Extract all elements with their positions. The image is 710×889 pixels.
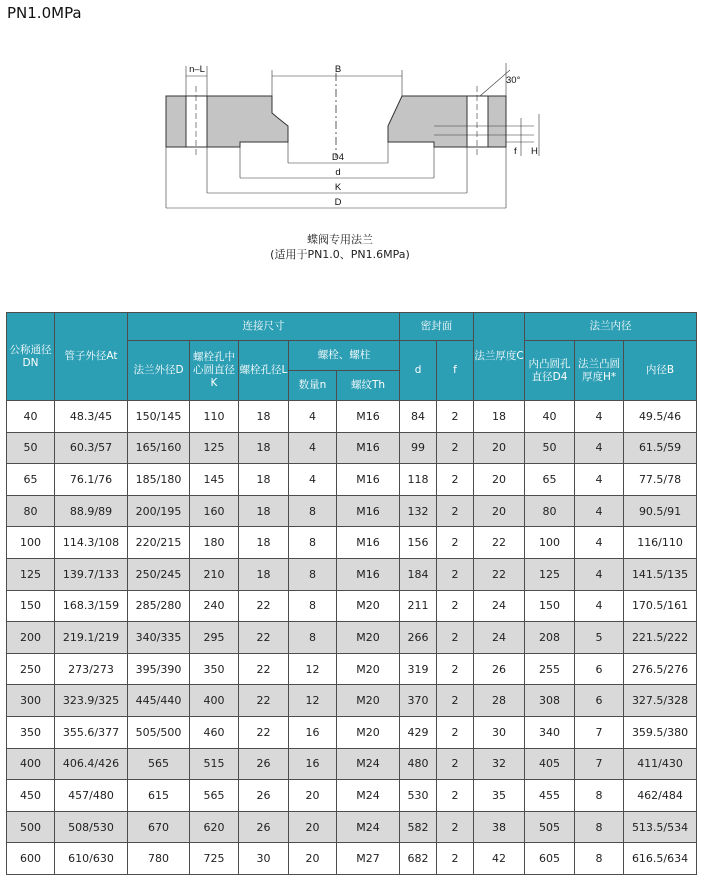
angle-label: 30° <box>506 75 521 86</box>
table-cell: 50 <box>525 432 575 464</box>
table-cell: 610/630 <box>55 843 128 875</box>
table-cell: 76.1/76 <box>55 464 128 496</box>
table-cell: 125 <box>525 558 575 590</box>
table-cell: 219.1/219 <box>55 622 128 654</box>
table-cell: 165/160 <box>128 432 190 464</box>
table-cell: 370 <box>400 685 437 717</box>
table-cell: 145 <box>190 464 239 496</box>
table-cell: 200/195 <box>128 495 190 527</box>
table-cell: 141.5/135 <box>624 558 697 590</box>
table-cell: 20 <box>474 495 525 527</box>
table-cell: 116/110 <box>624 527 697 559</box>
table-cell: 266 <box>400 622 437 654</box>
k-label: K <box>334 182 342 193</box>
table-cell: 4 <box>575 495 624 527</box>
table-cell: 7 <box>575 716 624 748</box>
f-label: f <box>514 146 517 157</box>
table-cell: 355.6/377 <box>55 716 128 748</box>
table-cell: 20 <box>474 432 525 464</box>
header-boss-height: 法兰凸圆厚度H* <box>575 341 624 401</box>
table-cell: 168.3/159 <box>55 590 128 622</box>
table-cell: 565 <box>190 780 239 812</box>
table-cell: 276.5/276 <box>624 653 697 685</box>
header-connection: 连接尺寸 <box>128 313 400 341</box>
table-row <box>7 495 697 527</box>
table-cell: 22 <box>239 685 289 717</box>
table-cell: 208 <box>525 622 575 654</box>
table-cell: 139.7/133 <box>55 558 128 590</box>
table-cell: 22 <box>239 590 289 622</box>
table-cell: 180 <box>190 527 239 559</box>
header-qty: 数量n <box>289 371 337 401</box>
table-cell: 18 <box>239 401 289 433</box>
table-cell: 80 <box>7 495 55 527</box>
table-row <box>7 527 697 559</box>
header-thread: 螺纹Th <box>337 371 400 401</box>
table-cell: M16 <box>337 495 400 527</box>
table-cell: 185/180 <box>128 464 190 496</box>
table-cell: 319 <box>400 653 437 685</box>
table-cell: 405 <box>525 748 575 780</box>
table-cell: 2 <box>437 495 474 527</box>
table-cell: 250 <box>7 653 55 685</box>
table-cell: 20 <box>289 780 337 812</box>
table-cell: 4 <box>575 558 624 590</box>
table-cell: 255 <box>525 653 575 685</box>
table-cell: 508/530 <box>55 811 128 843</box>
table-cell: 40 <box>7 401 55 433</box>
table-cell: M16 <box>337 401 400 433</box>
table-cell: 285/280 <box>128 590 190 622</box>
table-cell: 22 <box>239 622 289 654</box>
table-cell: 429 <box>400 716 437 748</box>
table-cell: 2 <box>437 780 474 812</box>
table-cell: 150/145 <box>128 401 190 433</box>
table-cell: 26 <box>474 653 525 685</box>
table-cell: 780 <box>128 843 190 875</box>
table-cell: 4 <box>575 401 624 433</box>
table-cell: 682 <box>400 843 437 875</box>
table-cell: 22 <box>239 653 289 685</box>
table-cell: M16 <box>337 432 400 464</box>
table-cell: 323.9/325 <box>55 685 128 717</box>
table-cell: 340/335 <box>128 622 190 654</box>
table-cell: 22 <box>474 527 525 559</box>
table-cell: 16 <box>289 748 337 780</box>
table-cell: 4 <box>575 590 624 622</box>
table-cell: M27 <box>337 843 400 875</box>
header-bolts: 螺栓、螺柱 <box>289 341 400 371</box>
table-cell: 582 <box>400 811 437 843</box>
table-cell: 18 <box>239 527 289 559</box>
table-cell: 100 <box>7 527 55 559</box>
table-cell: 300 <box>7 685 55 717</box>
header-boss-dia: 内凸圆孔直径D4 <box>525 341 575 401</box>
header-thickness: 法兰厚度C <box>474 313 525 401</box>
table-cell: 170.5/161 <box>624 590 697 622</box>
table-cell: 88.9/89 <box>55 495 128 527</box>
table-cell: 18 <box>474 401 525 433</box>
table-cell: 295 <box>190 622 239 654</box>
table-cell: 40 <box>525 401 575 433</box>
h-label: H <box>531 146 538 157</box>
table-cell: 61.5/59 <box>624 432 697 464</box>
table-cell: 4 <box>289 401 337 433</box>
table-row <box>7 653 697 685</box>
header-dn: 公称通径DN <box>7 313 55 401</box>
table-cell: M20 <box>337 716 400 748</box>
table-cell: 8 <box>289 558 337 590</box>
table-cell: 7 <box>575 748 624 780</box>
table-cell: 22 <box>474 558 525 590</box>
table-row <box>7 748 697 780</box>
table-cell: 6 <box>575 653 624 685</box>
table-cell: 118 <box>400 464 437 496</box>
table-cell: 65 <box>525 464 575 496</box>
table-cell: 455 <box>525 780 575 812</box>
table-cell: 99 <box>400 432 437 464</box>
table-cell: 84 <box>400 401 437 433</box>
header-d: d <box>400 341 437 401</box>
table-cell: 411/430 <box>624 748 697 780</box>
table-cell: 26 <box>239 811 289 843</box>
table-row <box>7 464 697 496</box>
table-row <box>7 811 697 843</box>
table-cell: 28 <box>474 685 525 717</box>
table-cell: 445/440 <box>128 685 190 717</box>
table-cell: 395/390 <box>128 653 190 685</box>
table-cell: 4 <box>575 432 624 464</box>
table-cell: 600 <box>7 843 55 875</box>
table-cell: 125 <box>190 432 239 464</box>
table-row <box>7 685 697 717</box>
table-cell: 160 <box>190 495 239 527</box>
table-row <box>7 780 697 812</box>
table-cell: 8 <box>289 590 337 622</box>
table-cell: 4 <box>289 432 337 464</box>
caption-title: 蝶阀专用法兰 <box>307 233 373 246</box>
table-cell: 65 <box>7 464 55 496</box>
table-cell: 2 <box>437 590 474 622</box>
table-cell: 150 <box>7 590 55 622</box>
table-cell: 4 <box>575 527 624 559</box>
header-inner-dia: 内径B <box>624 341 697 401</box>
table-cell: 2 <box>437 401 474 433</box>
flange-spec-table <box>6 312 697 875</box>
table-cell: 2 <box>437 558 474 590</box>
table-cell: 42 <box>474 843 525 875</box>
table-cell: 90.5/91 <box>624 495 697 527</box>
table-cell: 350 <box>7 716 55 748</box>
table-cell: 20 <box>474 464 525 496</box>
table-cell: M16 <box>337 558 400 590</box>
table-cell: 6 <box>575 685 624 717</box>
table-row <box>7 622 697 654</box>
table-cell: 8 <box>289 622 337 654</box>
table-cell: 18 <box>239 432 289 464</box>
table-cell: 24 <box>474 622 525 654</box>
page-title: PN1.0MPa <box>7 4 82 22</box>
table-cell: 250/245 <box>128 558 190 590</box>
table-cell: 2 <box>437 811 474 843</box>
table-cell: 505/500 <box>128 716 190 748</box>
table-cell: 48.3/45 <box>55 401 128 433</box>
table-row <box>7 401 697 433</box>
table-cell: 460 <box>190 716 239 748</box>
header-bolt-circle: 螺栓孔中心圆直径K <box>190 341 239 401</box>
table-cell: 513.5/534 <box>624 811 697 843</box>
table-cell: 32 <box>474 748 525 780</box>
table-cell: 457/480 <box>55 780 128 812</box>
table-row <box>7 558 697 590</box>
table-cell: 150 <box>525 590 575 622</box>
dd-label: D <box>334 197 342 208</box>
table-row <box>7 716 697 748</box>
table-cell: M16 <box>337 464 400 496</box>
table-cell: 60.3/57 <box>55 432 128 464</box>
table-cell: 500 <box>7 811 55 843</box>
d-label: d <box>335 167 341 178</box>
table-cell: 8 <box>575 780 624 812</box>
table-cell: 725 <box>190 843 239 875</box>
table-cell: 616.5/634 <box>624 843 697 875</box>
table-cell: 8 <box>575 843 624 875</box>
d4-label: D4 <box>331 152 345 163</box>
table-row <box>7 843 697 875</box>
table-cell: M24 <box>337 780 400 812</box>
table-cell: 2 <box>437 432 474 464</box>
table-cell: 50 <box>7 432 55 464</box>
table-cell: 4 <box>289 464 337 496</box>
table-cell: 221.5/222 <box>624 622 697 654</box>
table-cell: 220/215 <box>128 527 190 559</box>
table-cell: 211 <box>400 590 437 622</box>
flange-drawing <box>150 58 550 223</box>
table-cell: 273/273 <box>55 653 128 685</box>
table-cell: 18 <box>239 464 289 496</box>
table-cell: 406.4/426 <box>55 748 128 780</box>
table-cell: 2 <box>437 748 474 780</box>
table-cell: 24 <box>474 590 525 622</box>
table-cell: 505 <box>525 811 575 843</box>
table-cell: 340 <box>525 716 575 748</box>
table-cell: 22 <box>239 716 289 748</box>
table-cell: 114.3/108 <box>55 527 128 559</box>
table-cell: 308 <box>525 685 575 717</box>
table-cell: 156 <box>400 527 437 559</box>
table-cell: 2 <box>437 464 474 496</box>
table-cell: 16 <box>289 716 337 748</box>
table-cell: 100 <box>525 527 575 559</box>
table-cell: M20 <box>337 590 400 622</box>
caption-subtitle: (适用于PN1.0、PN1.6MPa) <box>270 248 410 261</box>
table-cell: 605 <box>525 843 575 875</box>
table-cell: 125 <box>7 558 55 590</box>
table-cell: 2 <box>437 843 474 875</box>
table-cell: 110 <box>190 401 239 433</box>
table-cell: 620 <box>190 811 239 843</box>
table-cell: 615 <box>128 780 190 812</box>
table-cell: 480 <box>400 748 437 780</box>
b-label: B <box>334 64 342 75</box>
table-cell: 400 <box>190 685 239 717</box>
table-cell: 8 <box>289 495 337 527</box>
table-cell: M20 <box>337 622 400 654</box>
table-cell: M20 <box>337 685 400 717</box>
table-cell: 2 <box>437 527 474 559</box>
table-cell: 200 <box>7 622 55 654</box>
table-cell: 12 <box>289 685 337 717</box>
header-bolt-hole: 螺栓孔径L <box>239 341 289 401</box>
table-cell: 2 <box>437 685 474 717</box>
table-cell: 184 <box>400 558 437 590</box>
table-cell: 4 <box>575 464 624 496</box>
table-cell: 210 <box>190 558 239 590</box>
table-cell: 359.5/380 <box>624 716 697 748</box>
table-cell: 20 <box>289 843 337 875</box>
table-cell: 20 <box>289 811 337 843</box>
table-row <box>7 432 697 464</box>
table-cell: 8 <box>575 811 624 843</box>
table-cell: 565 <box>128 748 190 780</box>
header-seal: 密封面 <box>400 313 474 341</box>
table-row <box>7 590 697 622</box>
table-cell: 26 <box>239 748 289 780</box>
header-f: f <box>437 341 474 401</box>
table-cell: 8 <box>289 527 337 559</box>
table-cell: 450 <box>7 780 55 812</box>
table-cell: 350 <box>190 653 239 685</box>
table-cell: 77.5/78 <box>624 464 697 496</box>
table-cell: 30 <box>474 716 525 748</box>
table-cell: 240 <box>190 590 239 622</box>
table-cell: 30 <box>239 843 289 875</box>
header-bore: 法兰内径 <box>525 313 697 341</box>
table-cell: 530 <box>400 780 437 812</box>
table-cell: 327.5/328 <box>624 685 697 717</box>
table-cell: 400 <box>7 748 55 780</box>
table-cell: 515 <box>190 748 239 780</box>
table-cell: M24 <box>337 811 400 843</box>
table-cell: 35 <box>474 780 525 812</box>
table-cell: 18 <box>239 558 289 590</box>
table-cell: 132 <box>400 495 437 527</box>
header-at: 管子外径At <box>55 313 128 401</box>
table-cell: M16 <box>337 527 400 559</box>
nl-label: n–L <box>189 64 205 75</box>
table-cell: 49.5/46 <box>624 401 697 433</box>
table-cell: 80 <box>525 495 575 527</box>
table-cell: 26 <box>239 780 289 812</box>
table-cell: 462/484 <box>624 780 697 812</box>
table-cell: 5 <box>575 622 624 654</box>
header-flange-od: 法兰外径D <box>128 341 190 401</box>
table-cell: 38 <box>474 811 525 843</box>
table-cell: 2 <box>437 716 474 748</box>
table-cell: 670 <box>128 811 190 843</box>
table-cell: M24 <box>337 748 400 780</box>
table-cell: 12 <box>289 653 337 685</box>
table-cell: 2 <box>437 653 474 685</box>
table-cell: 18 <box>239 495 289 527</box>
table-cell: M20 <box>337 653 400 685</box>
table-cell: 2 <box>437 622 474 654</box>
